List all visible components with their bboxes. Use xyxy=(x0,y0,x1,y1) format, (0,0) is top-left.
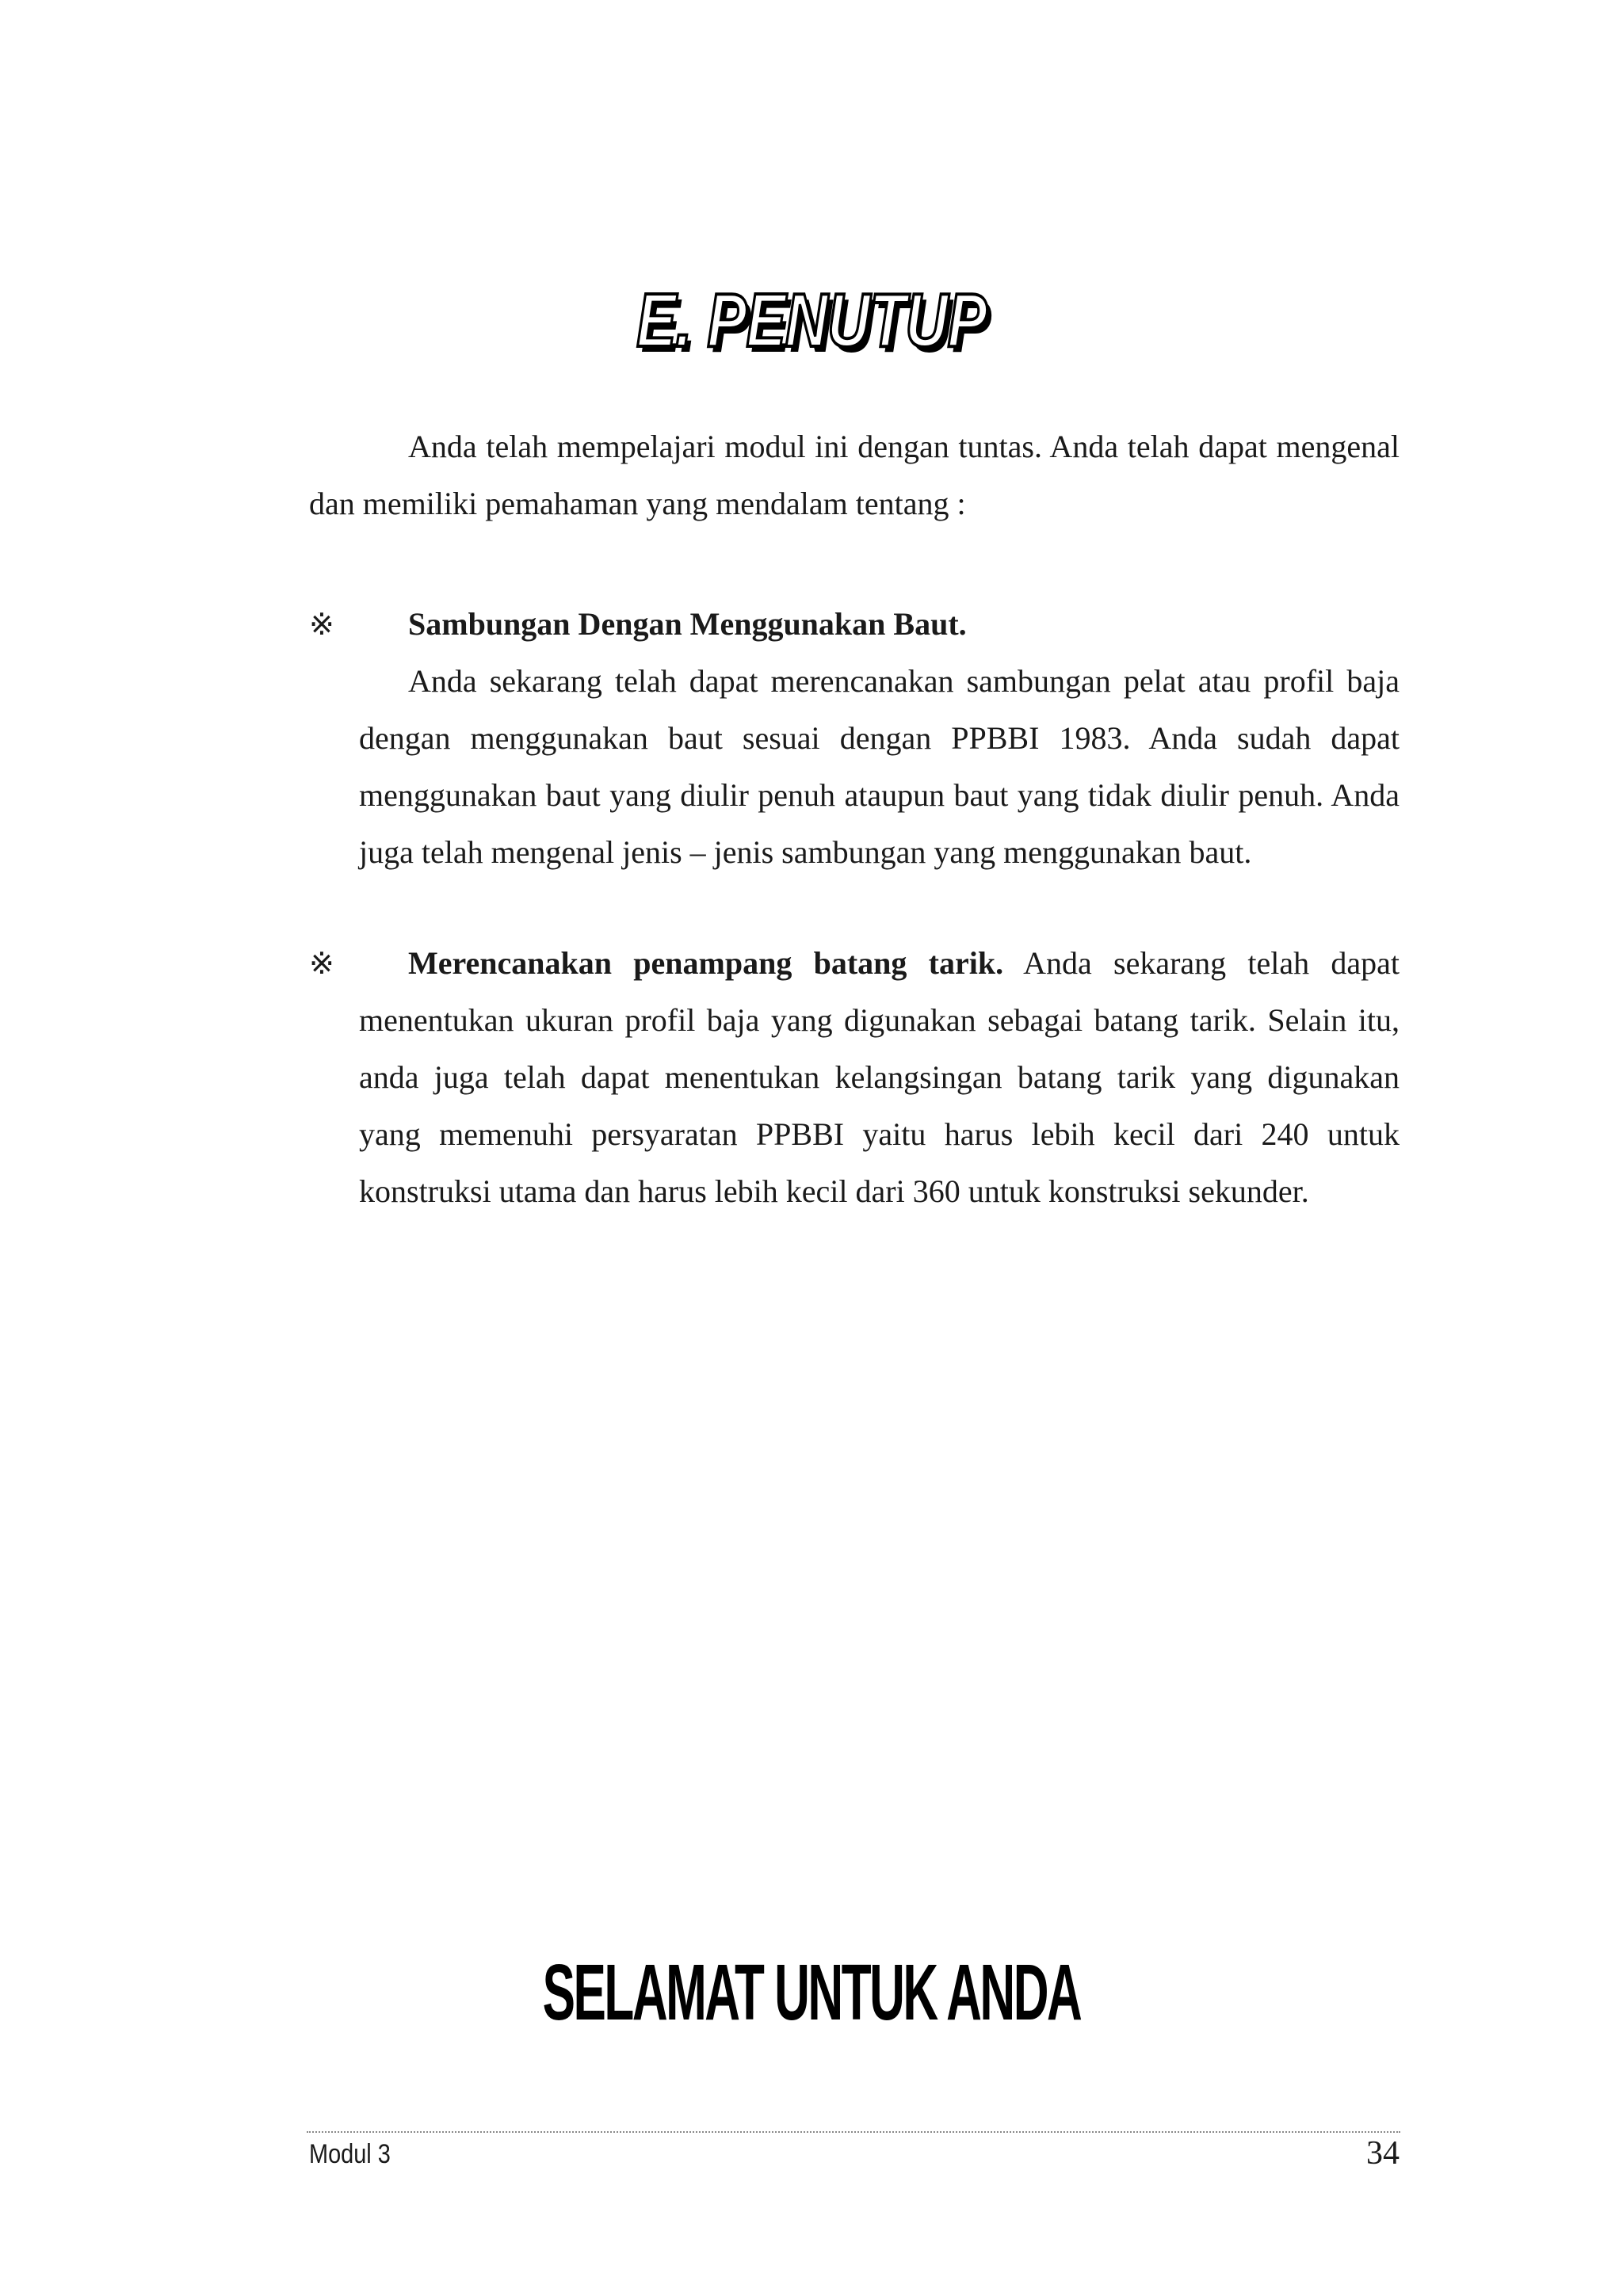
footer-divider xyxy=(307,2131,1400,2133)
item-1-body: Anda sekarang telah dapat merencanakan sambungan pelat atau profil baja dengan menggunakan baut sesuai dengan PPBBI 1983. Anda sudah dapat menggunakan baut yang diulir penuh ataupun baut yang tidak diulir penuh. Anda juga telah mengenal jenis – jenis sambungan yang menggunakan baut. xyxy=(359,663,1400,870)
item-2-title: Merencanakan penampang batang tarik. xyxy=(408,945,1004,981)
footer-module-label: Modul 3 xyxy=(309,2139,391,2169)
bullet-reference-mark-icon: ※ xyxy=(309,607,334,642)
section-heading: E. PENUTUP xyxy=(636,278,987,363)
closing-wordart: SELAMAT UNTUK ANDA xyxy=(542,1948,1081,2037)
item-2-paragraph xyxy=(359,935,1400,1220)
page-number: 34 xyxy=(1366,2135,1400,2172)
item-2-body: Anda sekarang telah dapat menentukan ukuran profil baja yang digunakan sebagai batang tarik. Selain itu, anda juga telah dapat menentukan kelangsingan batang tarik yang digunakan yang memenuhi persyaratan PPBBI yaitu harus lebih kecil dari 240 untuk konstruksi utama dan harus lebih kecil dari 360 untuk konstruksi sekunder. xyxy=(359,945,1400,1209)
bullet-reference-mark-icon: ※ xyxy=(309,946,334,981)
item-1-title: Sambungan Dengan Menggunakan Baut. xyxy=(408,606,967,642)
intro-paragraph: Anda telah mempelajari modul ini dengan tuntas. Anda telah dapat mengenal dan memiliki pemahaman yang mendalam tentang : xyxy=(309,429,1400,521)
